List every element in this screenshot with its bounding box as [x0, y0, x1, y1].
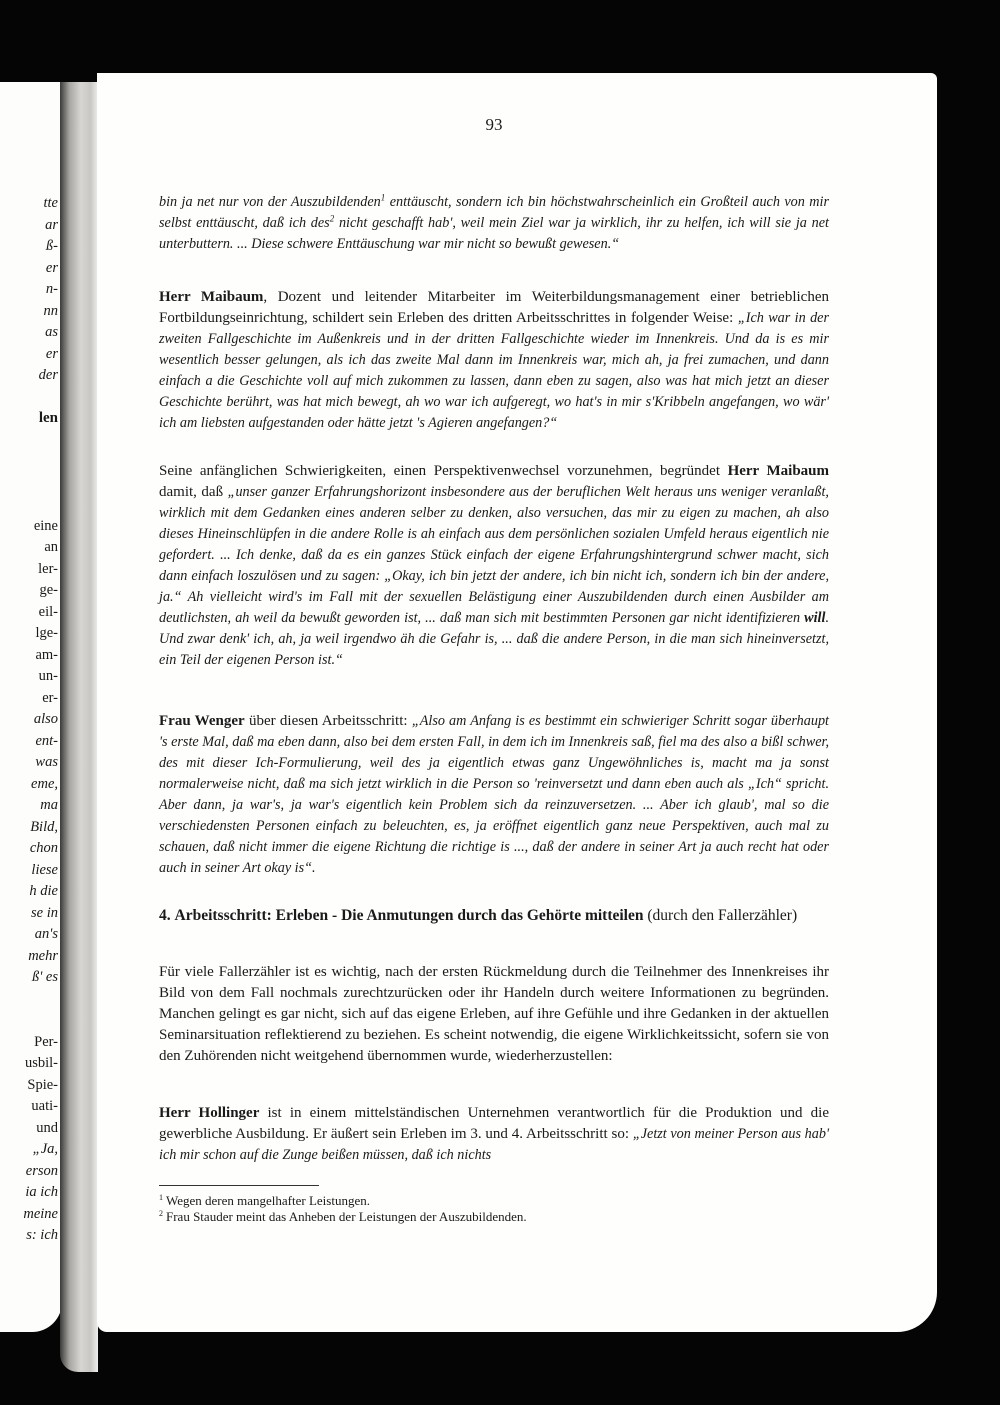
- speaker-name: Frau Wenger: [159, 713, 245, 729]
- left-page-fragment: er: [45, 345, 58, 362]
- left-page-fragment: liese: [31, 861, 58, 878]
- left-page-fragment: an: [44, 539, 58, 555]
- left-page-fragment: chon: [29, 840, 58, 856]
- emphasis: will: [804, 610, 826, 626]
- speaker-name: Herr Maibaum: [159, 289, 264, 305]
- left-page-fragment: uati-: [31, 1098, 58, 1114]
- left-page-fragment: er-: [42, 689, 58, 706]
- left-page-fragment: Spie-: [27, 1076, 58, 1093]
- left-page-fragment: len: [38, 410, 58, 426]
- hollinger-paragraph: Herr Hollinger ist in einem mittelständischen Unternehmen verantwortlich für die Produktion und die gewerbliche Ausbildung. Er äußert sein Erleben im 3. und 4. Arbeitsschritt so: „Jetzt von meiner Person aus hab' ich mir schon auf die Zunge beißen müssen, daß ich nichts: [159, 1105, 829, 1163]
- left-page-fragment: ma: [40, 797, 58, 813]
- left-page-fragment: ent-: [35, 732, 58, 749]
- interview-quote: „Ich war in der zweiten Fallgeschichte im Außenkreis und in der dritten Fallgeschichte wieder im Innenkreis. Und da is es mir wesentlich besser gelungen, als ich das zweite Mal dann im Innenkreis war, mich ah, ja frei zumachen, und dann einfach a die Geschichte voll auf mich zukommen zu lassen, dann eben zu sagen, also was hat mich jetzt an dieser Geschichte berührt, was hat mich bewegt, ah wo war ich aufgeregt, wo hat's in mir s'Kribbeln angefangen, wo wär' ich am liebsten aufgestanden oder hätte jetzt 's Agieren angefangen?“: [159, 310, 830, 431]
- left-page-fragment: eil-: [38, 603, 58, 620]
- footnote-ref-1[interactable]: 1: [380, 192, 386, 203]
- maibaum-paragraph-2: Seine anfänglichen Schwierigkeiten, einen Perspektivenwechsel vorzunehmen, begründet Herr Maibaum damit, daß „unser ganzer Erfahrungshorizont insbesondere aus der beruflichen Welt heraus uns weniger veranlaßt, wirklich mit dem Gedanken eines anderen selber zu denken, also versuchen, das mir zu eigen zu machen, ah also dieses Hineinschlüpfen in die andere Rolle is ah einfach aus dem persönlichen sozialen Umfeld heraus eigentlich nie gefordert. ... Ich denke, daß da es ein ganzes Stück einfach der eigene Erfahrungshintergrund schwer macht, sich dann einfach loszulösen und zu sagen: „Okay, ich bin jetzt der andere, ich bin nicht ich, sondern ich bin der andere, ja.“ Ah vielleicht wird's im Fall mit der sexuellen Belästigung einer Auszubildenden durch einen Ausbilder am deutlichsten, ah weil da bewußt geworden ist, ... daß man sich mit bestimmten Personen gar nicht identifizieren will. Und zwar denk' ich, ah, ja weil irgendwo äh die Gefahr is, ... daß die andere Person, in die man sich hineinversetzt, ein Teil der eigenen Person ist.“: [159, 463, 829, 668]
- left-page-fragment: nn: [43, 302, 58, 319]
- section-paragraph: Für viele Fallerzähler ist es wichtig, nach der ersten Rückmeldung durch die Teilnehmer des Innenkreises ihr Bild von dem Fall nochmals zurechtzurücken oder ihr Handeln durch weitere Informationen zu begründen. Manchen gelingt es gar nicht, sich auf das eigene Erleben, auf ihre Gefühle und ihre Gedanken in der aktuellen Seminarsituation reflektierend zu beziehen. Es scheint notwendig, die eigene Wirklichkeitssicht, sofern sie von den Zuhörenden nicht weitgehend übernommen wurde, wiederherzustellen:: [159, 964, 829, 1064]
- left-page-fragment: was: [35, 754, 58, 770]
- wenger-paragraph: Frau Wenger über diesen Arbeitsschritt: „Also am Anfang is es bestimmt ein schwieriger Schritt sogar überhaupt 's erste Mal, daß ma eben dann, also bei dem ersten Fall, in dem ich im Innenkreis saß, fiel ma des also a bißl schwer, des mit dieser Ich-Formulierung, weil des ja eigentlich etwas ganz Ungewöhnliches is, macht ma ja sonst normalerweise nicht, daß ma sich jetzt wirklich in die Person so 'reinversetzt und dann eben auch als „Ich“ spricht. Aber dann, ja war's, ja war's eigentlich kein Problem sich da reinzuversetzen. ... Aber ich glaub', mal so die verschiedensten Personen einfach zu beleuchten, es, ja eröffnet eigentlich ganz neue Perspektiven, auch mal zu schauen, daß nicht immer die eigene Richtung die richtige is ..., daß der andere in seiner Art ja auch recht hat oder auch in seiner Art okay is“.: [159, 713, 830, 876]
- left-page-fragment: usbil-: [24, 1055, 58, 1071]
- footnote-1: $^1$ Wegen deren mangelhafter Leistungen.: [159, 1192, 370, 1208]
- left-page-fragment: der: [38, 367, 58, 383]
- page-number: 93: [485, 115, 503, 134]
- left-page-fragment: erson: [25, 1162, 58, 1179]
- section-number: 4.: [159, 907, 171, 924]
- left-page-fragment: n-: [45, 281, 58, 297]
- quote-continuation-paragraph: bin ja net nur von der Auszubildenden$^1$ enttäuscht, sondern ich bin höchstwahrscheinlich ein Großteil auch von mir selbst enttäuscht, daß ich des$^2$ nicht geschafft hab', weil mein Ziel war ja wirklich, ihr zu helfen, ich will sie ja net unterbuttern. ... Diese schwere Enttäuschung war mir nicht so bewußt gewesen.“: [159, 192, 829, 252]
- left-page-fragment: mehr: [28, 947, 58, 964]
- left-page-fragment: er: [45, 259, 58, 276]
- left-page-fragment: „Ja,: [32, 1141, 58, 1157]
- left-page-fragment: ge-: [39, 582, 58, 598]
- left-page-fragment: meine: [23, 1205, 58, 1222]
- left-page-fragment: un-: [38, 668, 58, 684]
- left-page-fragment: am-: [35, 646, 58, 663]
- speaker-name: Herr Hollinger: [159, 1105, 260, 1121]
- left-page-edge: [0, 82, 62, 1332]
- left-page-fragment: ß' es: [31, 969, 58, 985]
- left-page-fragment: und: [36, 1119, 58, 1136]
- right-page: [97, 73, 937, 1332]
- footnote-divider: [159, 1185, 319, 1186]
- interview-quote: „unser ganzer Erfahrungshorizont insbesondere aus der beruflichen Welt heraus uns weniger veranlaßt, wirklich mit dem Gedanken eines anderen selber zu denken, also versuchen, das mir zu eigen zu machen, ah also dieses Hineinschlüpfen in die andere Rolle is ah einfach aus dem persönlichen sozialen Umfeld heraus eigentlich nie gefordert. ... Ich denke, daß da es ein ganzes Stück einfach der eigene Erfahrungshintergrund schwer macht, sich dann einfach loszulösen und zu sagen: „Okay, ich bin jetzt der andere, ich bin nicht ich, sondern ich bin der andere, ja.“ Ah vielleicht wird's im Fall mit der sexuellen Belästigung einer Auszubildenden durch einen Ausbilder am deutlichsten, ah weil da bewußt geworden ist, ... daß man sich mit bestimmten Personen gar nicht identifizieren will. Und zwar denk' ich, ah, ja weil irgendwo äh die Gefahr is, ... daß die andere Person, in die man sich hineinversetzt, ein Teil der eigenen Person ist.“: [159, 484, 829, 668]
- left-page-fragment: ia ich: [25, 1184, 58, 1200]
- section-heading: 4. Arbeitsschritt: Erleben - Die Anmutungen durch das Gehörte mitteilen (durch den Fallerzähler): [159, 907, 798, 924]
- left-page-fragment: eme,: [31, 775, 58, 792]
- speaker-name: Herr Maibaum: [727, 463, 829, 479]
- left-page-fragment: h die: [29, 883, 58, 899]
- interview-quote: „Also am Anfang is es bestimmt ein schwieriger Schritt sogar überhaupt 's erste Mal, daß ma eben dann, also bei dem ersten Fall, in dem ich im Innenkreis saß, fiel ma des also a bißl schwer, des mit dieser Ich-Formulierung, weil des ja eigentlich etwas ganz Ungewöhnliches is, macht ma ja sonst normalerweise nicht, daß ma sich jetzt wirklich in die Person so 'reinversetzt und dann eben auch als „Ich“ spricht. Aber dann, ja war's, ja war's eigentlich kein Problem sich da reinzuversetzen. ... Aber ich glaub', mal so die verschiedensten Personen einfach zu beleuchten, es, ja eröffnet eigentlich ganz neue Perspektiven, auch mal zu schauen, daß nicht immer die eigene Richtung die richtige is ..., daß der andere in seiner Art ja auch recht hat oder auch in seiner Art okay is“.: [159, 713, 830, 876]
- left-page-fragment: Bild,: [30, 818, 58, 835]
- left-page-fragment: se in: [31, 904, 58, 921]
- left-page-fragment: as: [45, 324, 58, 340]
- left-page-fragment: lge-: [35, 625, 58, 641]
- left-page-fragment: ß-: [45, 238, 58, 254]
- left-page-fragment: Per-: [34, 1033, 58, 1050]
- footnote-ref-2[interactable]: 2: [329, 213, 335, 224]
- footnote-2: $^2$ Frau Stauder meint das Anheben der Leistungen der Auszubildenden.: [159, 1208, 527, 1224]
- left-page-fragment: an's: [34, 926, 58, 942]
- left-page-fragment: s: ich: [26, 1227, 58, 1243]
- book-spine-gutter: [60, 82, 98, 1372]
- left-page-fragment: eine: [33, 517, 58, 534]
- left-page-fragment: tte: [43, 195, 58, 211]
- left-page-fragment: also: [33, 711, 58, 727]
- left-page-fragment: ar: [45, 216, 58, 233]
- section-title: Arbeitsschritt: Erleben - Die Anmutungen durch das Gehörte mitteilen: [174, 907, 644, 924]
- interview-quote: „Jetzt von meiner Person aus hab' ich mir schon auf die Zunge beißen müssen, daß ich nichts: [159, 1126, 829, 1163]
- maibaum-paragraph-1: Herr Maibaum, Dozent und leitender Mitarbeiter im Weiterbildungsmanagement einer betrieblichen Fortbildungseinrichtung, schildert sein Erleben des dritten Arbeitsschrittes in folgender Weise: „Ich war in der zweiten Fallgeschichte im Außenkreis und in der dritten Fallgeschichte wieder im Innenkreis. Und da is es mir wesentlich besser gelungen, als ich das zweite Mal dann im Innenkreis war, mich ah, ja frei zumachen, und dann einfach a die Geschichte voll auf mich zukommen zu lassen, dann eben zu sagen, also was hat mich jetzt an dieser Geschichte berührt, was hat mich bewegt, ah wo war ich aufgeregt, wo hat's in mir s'Kribbeln angefangen, wo wär' ich am liebsten aufgestanden oder hätte jetzt 's Agieren angefangen?“: [159, 289, 830, 431]
- left-page-fragment: ler-: [38, 560, 58, 577]
